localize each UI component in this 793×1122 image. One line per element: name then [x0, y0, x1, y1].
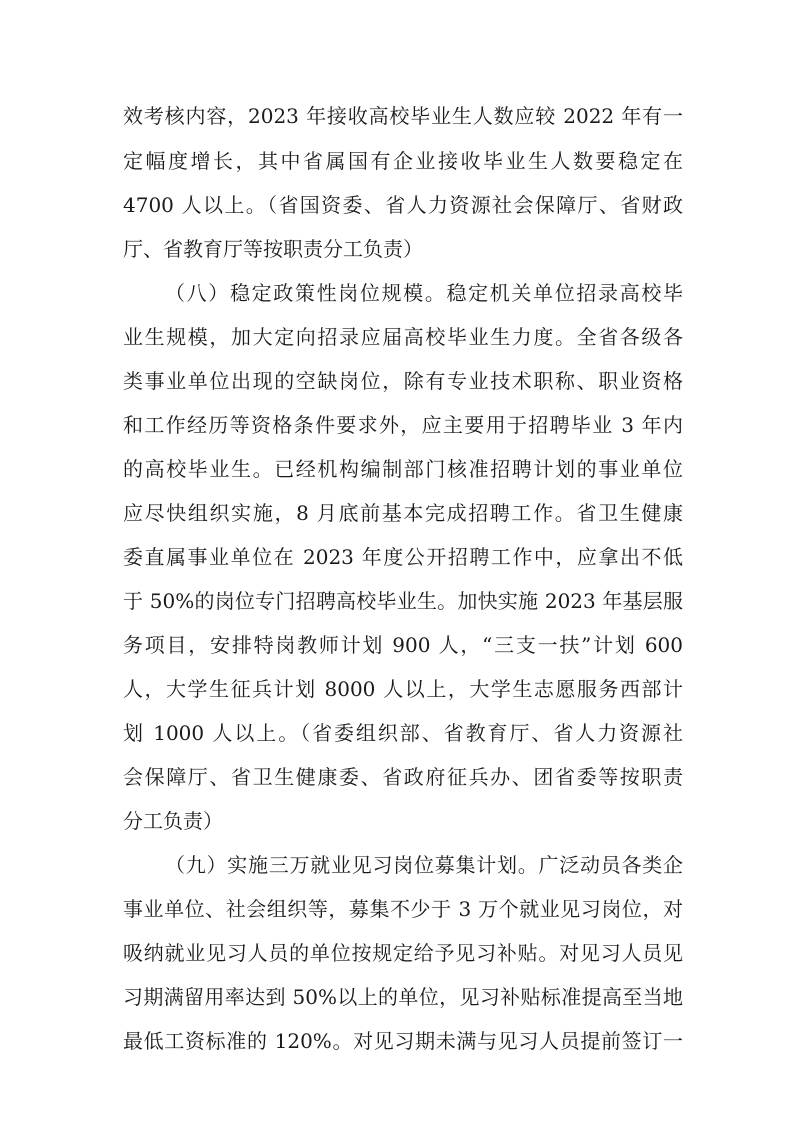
text-line: 委直属事业单位在 2023 年度公开招聘工作中，应拿出不低	[123, 545, 683, 569]
text-line: 吸纳就业见习人员的单位按规定给予见习补贴。对见习人员见	[123, 941, 683, 965]
text-line: 最低工资标准的 120%。对见习期未满与见习人员提前签订一	[123, 1029, 683, 1053]
section-heading-line: （八）稳定政策性岗位规模。稳定机关单位招录高校毕	[165, 281, 683, 305]
text-line: 习期满留用率达到 50%以上的单位，见习补贴标准提高至当地	[123, 985, 683, 1009]
text-line: 效考核内容，2023 年接收高校毕业生人数应较 2022 年有一	[123, 104, 683, 128]
text-line: 类事业单位出现的空缺岗位，除有专业技术职称、职业资格	[123, 369, 683, 393]
text-line: 应尽快组织实施，8 月底前基本完成招聘工作。省卫生健康	[123, 501, 683, 525]
text-line: 划 1000 人以上。（省委组织部、省教育厅、省人力资源社	[123, 721, 683, 745]
text-line: 分工负责）	[123, 809, 223, 833]
section-heading-line: （九）实施三万就业见习岗位募集计划。广泛动员各类企	[165, 853, 683, 877]
text-line: 4700 人以上。（省国资委、省人力资源社会保障厅、省财政	[123, 193, 683, 217]
text-line: 事业单位、社会组织等，募集不少于 3 万个就业见习岗位，对	[123, 897, 683, 921]
text-line: 和工作经历等资格条件要求外，应主要用于招聘毕业 3 年内	[123, 413, 683, 437]
text-line: 定幅度增长，其中省属国有企业接收毕业生人数要稳定在	[123, 149, 683, 173]
text-line: 的高校毕业生。已经机构编制部门核准招聘计划的事业单位	[123, 457, 683, 481]
text-line: 厅、省教育厅等按职责分工负责）	[123, 237, 423, 261]
text-line: 人，大学生征兵计划 8000 人以上，大学生志愿服务西部计	[123, 677, 683, 701]
text-line: 务项目，安排特岗教师计划 900 人，“三支一扶”计划 600	[123, 633, 683, 657]
text-line: 业生规模，加大定向招录应届高校毕业生力度。全省各级各	[123, 325, 683, 349]
text-line: 会保障厅、省卫生健康委、省政府征兵办、团省委等按职责	[123, 765, 683, 789]
text-line: 于 50%的岗位专门招聘高校毕业生。加快实施 2023 年基层服	[123, 589, 683, 613]
